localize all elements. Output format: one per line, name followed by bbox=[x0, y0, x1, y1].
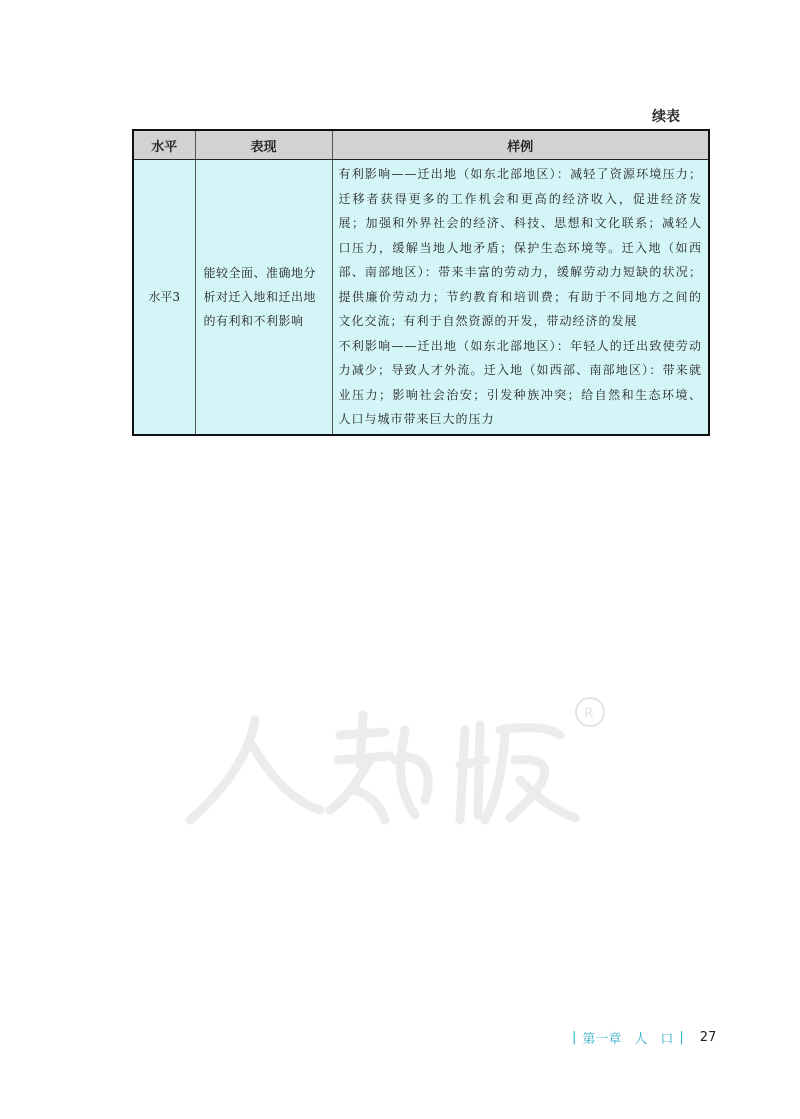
footer-divider-right: | bbox=[679, 1030, 684, 1045]
footer-chapter: 第一章 人 口 bbox=[582, 1032, 674, 1047]
footer-divider-left: | bbox=[572, 1030, 577, 1045]
page-footer bbox=[566, 1028, 716, 1047]
cell-sample bbox=[332, 160, 709, 435]
header-performance: 表现 bbox=[195, 130, 332, 160]
continued-table-label: 续表 bbox=[652, 109, 680, 125]
cell-performance: 能较全面、准确地分析对迁入地和迁出地的有利和不利影响 bbox=[195, 160, 332, 435]
cell-level: 水平3 bbox=[133, 160, 195, 435]
table-header-row bbox=[133, 130, 709, 160]
assessment-table bbox=[132, 129, 710, 436]
header-level: 水平 bbox=[133, 130, 195, 160]
header-sample: 样例 bbox=[332, 130, 709, 160]
table-row bbox=[133, 160, 709, 435]
page-number: 27 bbox=[699, 1030, 717, 1045]
sample-unfavorable-text: 不利影响——迁出地（如东北部地区）：年轻人的迁出致使劳动力减少；导致人才外流。迁入地（如西部、南部地区）：带来就业压力；影响社会治安；引发种族冲突；给自然和生态环境、人口与城市带来巨大的压力 bbox=[338, 338, 702, 426]
svg-text:R: R bbox=[584, 706, 594, 722]
sample-favorable-text: 有利影响——迁出地（如东北部地区）：减轻了资源环境压力；迁移者获得更多的工作机会和更高的经济收入，促进经济发展；加强和外界社会的经济、科技、思想和文化联系；减轻人口压力，缓解当地人地矛盾；保护生态环境等。迁入地（如西部、南部地区）：带来丰富的劳动力，缓解劳动力短缺的状况；提供廉价劳动力；节约教育和培训费；有助于不同地方之间的文化交流；有利于自然资源的开发，带动经济的发展 bbox=[338, 167, 702, 328]
publisher-watermark-logo bbox=[180, 690, 610, 850]
